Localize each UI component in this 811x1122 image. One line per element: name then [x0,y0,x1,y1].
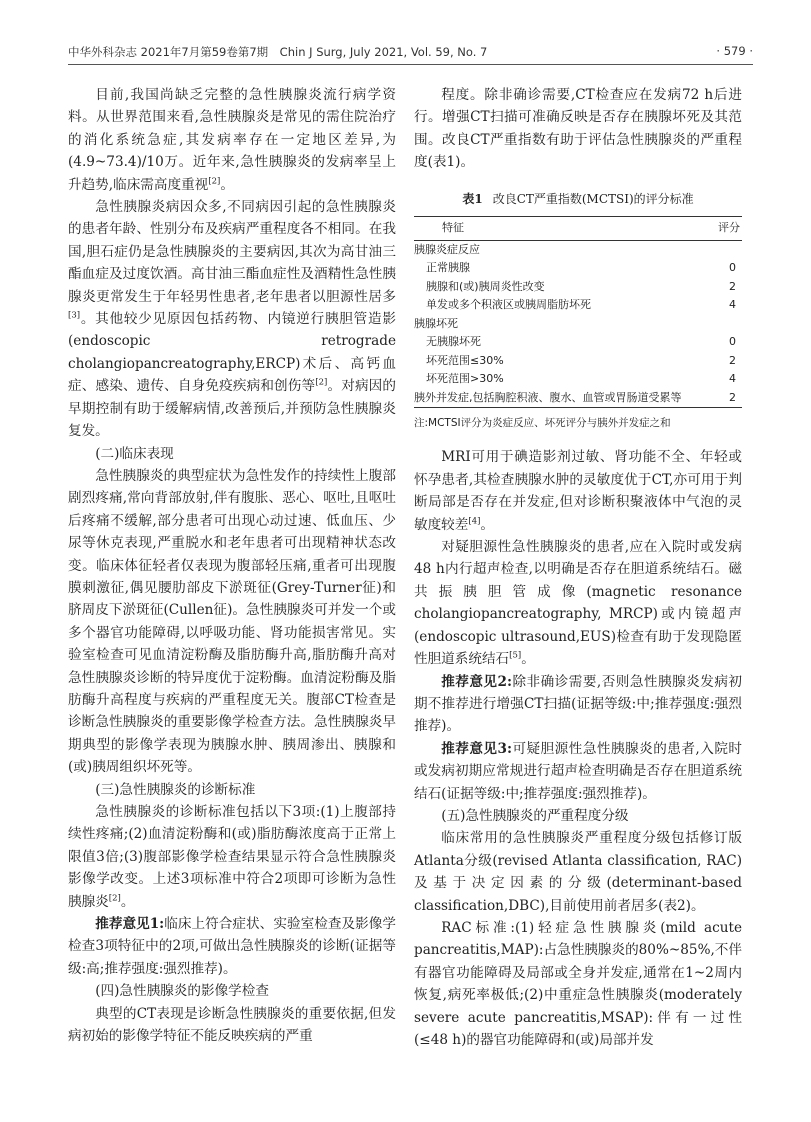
table-cell-score: 2 [729,353,736,367]
table-1 [414,188,742,435]
table-row [414,259,742,278]
table-cell-score: 0 [729,261,736,275]
recommendation-2: 推荐意见2:除非确诊需要,否则急性胰腺炎发病初期不推荐进行增强CT扫描(证据等级:中;推荐强度:强烈推荐)。 [414,673,742,735]
paragraph: RAC标准:(1)轻症急性胰腺炎(mild acute pancreatitis,MAP):占急性胰腺炎的80%~85%,不伴有器官功能障碍及局部或全身并发症,通常在1~2周内恢复,病死率极低;(2)中重症急性胰腺炎(moderately severe acute pancreatitis,MSAP):伴有一过性(≤48 h)的器官功能障碍和(或)局部并发 [414,919,742,1048]
table-header-score: 评分 [715,217,742,241]
citation-ref[interactable]: [4] [468,516,481,527]
table-cell-score: 4 [729,372,736,386]
page-number: · 579 · [716,44,753,58]
table-row [414,240,742,259]
table-cell-feature: 单发或多个积液区或胰周脂肪坏死 [426,298,591,312]
table-note: 注:MCTSI评分为炎症反应、坏死评分与胰外并发症之和 [414,417,671,430]
paragraph: 急性胰腺炎病因众多,不同病因引起的急性胰腺炎的患者年龄、性别分布及疾病严重程度各不相同。在我国,胆石症仍是急性胰腺炎的主要病因,其次为高甘油三酯血症及过度饮酒。高甘油三酯血症性及酒精性急性胰腺炎更常发生于年轻男性患者,老年患者以胆源性居多[3]。其他较少见原因包括药物、内镜逆行胰胆管造影(endoscopic retrograde cholangiopancreatography,ERCP)术后、高钙血症、感染、遗传、自身免疫疾病和创伤等[2]。对病因的早期控制有助于缓解病情,改善预后,并预防急性胰腺炎复发。 [68,199,397,440]
mctsi-table [414,216,742,408]
table-cell-feature: 正常胰腺 [426,261,470,275]
paragraph: 目前,我国尚缺乏完整的急性胰腺炎流行病学资料。从世界范围来看,急性胰腺炎是常见的需住院治疗的消化系统急症,其发病率存在一定地区差异,为(4.9~73.4)/10万。近年来,急性胰腺炎的发病率呈上升趋势,临床需高度重视[2]。 [68,87,396,193]
section-heading: (二)临床表现 [95,445,174,462]
table-row [414,333,742,352]
table-cell-feature: 胰腺坏死 [414,316,458,330]
table-caption: 表1 改良CT严重指数(MCTSI)的评分标准 [462,191,694,206]
table-header-feature: 特征 [414,217,715,241]
header-rule [68,64,753,65]
table-row [414,389,742,408]
table-cell-feature: 胰外并发症,包括胸腔积液、腹水、血管或胃肠道受累等 [414,389,715,408]
table-row [414,278,742,297]
recommendation-3: 推荐意见3:可疑胆源性急性胰腺炎的患者,入院时或发病初期应常规进行超声检查明确是否存在胆道系统结石(证据等级:中;推荐强度:强烈推荐)。 [414,740,742,802]
running-header [68,44,753,62]
citation-ref[interactable]: [2] [208,176,221,187]
table-cell-feature: 坏死范围≤30% [426,353,504,367]
paragraph: 临床常用的急性胰腺炎严重程度分级包括修订版Atlanta分级(revised Atlanta classification, RAC)及基于决定因素的分级(determinant-based classification,DBC),目前使用前者居多(表2)。 [414,830,742,914]
paragraph: 典型的CT表现是诊断急性胰腺炎的重要依据,但发病初始的影像学特征不能反映疾病的严重 [68,1005,396,1045]
table-cell-score: 0 [729,335,736,349]
table-cell-score [715,315,742,334]
paragraph: 对疑胆源性急性胰腺炎的患者,应在入院时或发病48 h内行超声检查,以明确是否存在胆道系统结石。磁共振胰胆管成像(magnetic resonance cholangiopancreatography, MRCP)或内镜超声(endoscopic ultrasound,EUS)检查有助于发现隐匿性胆道系统结石[5]。 [414,539,742,668]
table-cell-score: 2 [715,389,742,408]
paragraph: 急性胰腺炎的典型症状为急性发作的持续性上腹部剧烈疼痛,常向背部放射,伴有腹胀、恶心、呕吐,且呕吐后疼痛不缓解,部分患者可出现心动过速、低血压、少尿等休克表现,严重脱水和老年患者可出现精神状态改变。临床体征轻者仅表现为腹部轻压痛,重者可出现腹膜刺激征,偶见腰肋部皮下淤斑征(Grey-Turner征)和脐周皮下淤斑征(Cullen征)。急性胰腺炎可并发一个或多个器官功能障碍,以呼吸功能、肾功能损害常见。实验室检查可见血清淀粉酶及脂肪酶升高,脂肪酶升高对急性胰腺炎诊断的特异度优于淀粉酶。血清淀粉酶及脂肪酶升高程度与疾病的严重程度无关。腹部CT检查是诊断急性胰腺炎的重要影像学检查方法。急性胰腺炎早期典型的影像学表现为胰腺水肿、胰周渗出、胰腺和(或)胰周组织坏死等。 [68,467,396,776]
right-column [414,84,742,1051]
recommendation-title: 推荐意见2: [441,673,512,690]
recommendation-title: 推荐意见3: [441,740,512,757]
recommendation-1: 推荐意见1:临床上符合症状、实验室检查及影像学检查3项特征中的2项,可做出急性胰腺炎的诊断(证据等级:高;推荐强度:强烈推荐)。 [68,916,396,977]
citation-ref[interactable]: [3] [68,310,81,321]
paragraph: 程度。除非确诊需要,CT检查应在发病72 h后进行。增强CT扫描可准确反映是否存在胰腺坏死及其范围。改良CT严重指数有助于评估急性胰腺炎的严重程度(表1)。 [414,87,742,171]
journal-citation: 中华外科杂志 2021年7月第59卷第7期 Chin J Surg, July 2021, Vol. 59, No. 7 [68,45,488,59]
table-cell-score: 2 [729,279,736,293]
table-cell-feature: 胰腺炎症反应 [414,242,480,256]
table-cell-feature: 无胰腺坏死 [426,335,481,349]
table-cell-score [715,240,742,259]
section-heading: (三)急性胰腺炎的诊断标准 [95,781,256,798]
citation-ref[interactable]: [2] [108,893,121,904]
paragraph: 急性胰腺炎的诊断标准包括以下3项:(1)上腹部持续性疼痛;(2)血清淀粉酶和(或)脂肪酶浓度高于正常上限值3倍;(3)腹部影像学检查结果显示符合急性胰腺炎影像学改变。上述3项标准中符合2项即可诊断为急性胰腺炎[2]。 [68,804,396,910]
left-column [68,84,396,1047]
table-cell-score: 4 [729,298,736,312]
table-cell-feature: 胰腺和(或)胰周炎性改变 [426,279,545,293]
section-heading: (四)急性胰腺炎的影像学检查 [95,983,269,1000]
recommendation-title: 推荐意见1: [95,916,165,933]
table-row [414,296,742,315]
citation-ref[interactable]: [5] [509,650,522,661]
table-row [414,352,742,371]
citation-ref[interactable]: [2] [315,377,328,388]
section-heading: (五)急性胰腺炎的严重程度分级 [441,807,629,824]
paragraph: MRI可用于碘造影剂过敏、肾功能不全、年轻或怀孕患者,其检查胰腺水肿的灵敏度优于CT,亦可用于判断局部是否存在并发症,但对诊断积聚液体中气泡的灵敏度较差[4]。 [414,449,742,533]
table-row [414,370,742,389]
table-row [414,315,742,334]
table-cell-feature: 坏死范围>30% [426,372,504,386]
